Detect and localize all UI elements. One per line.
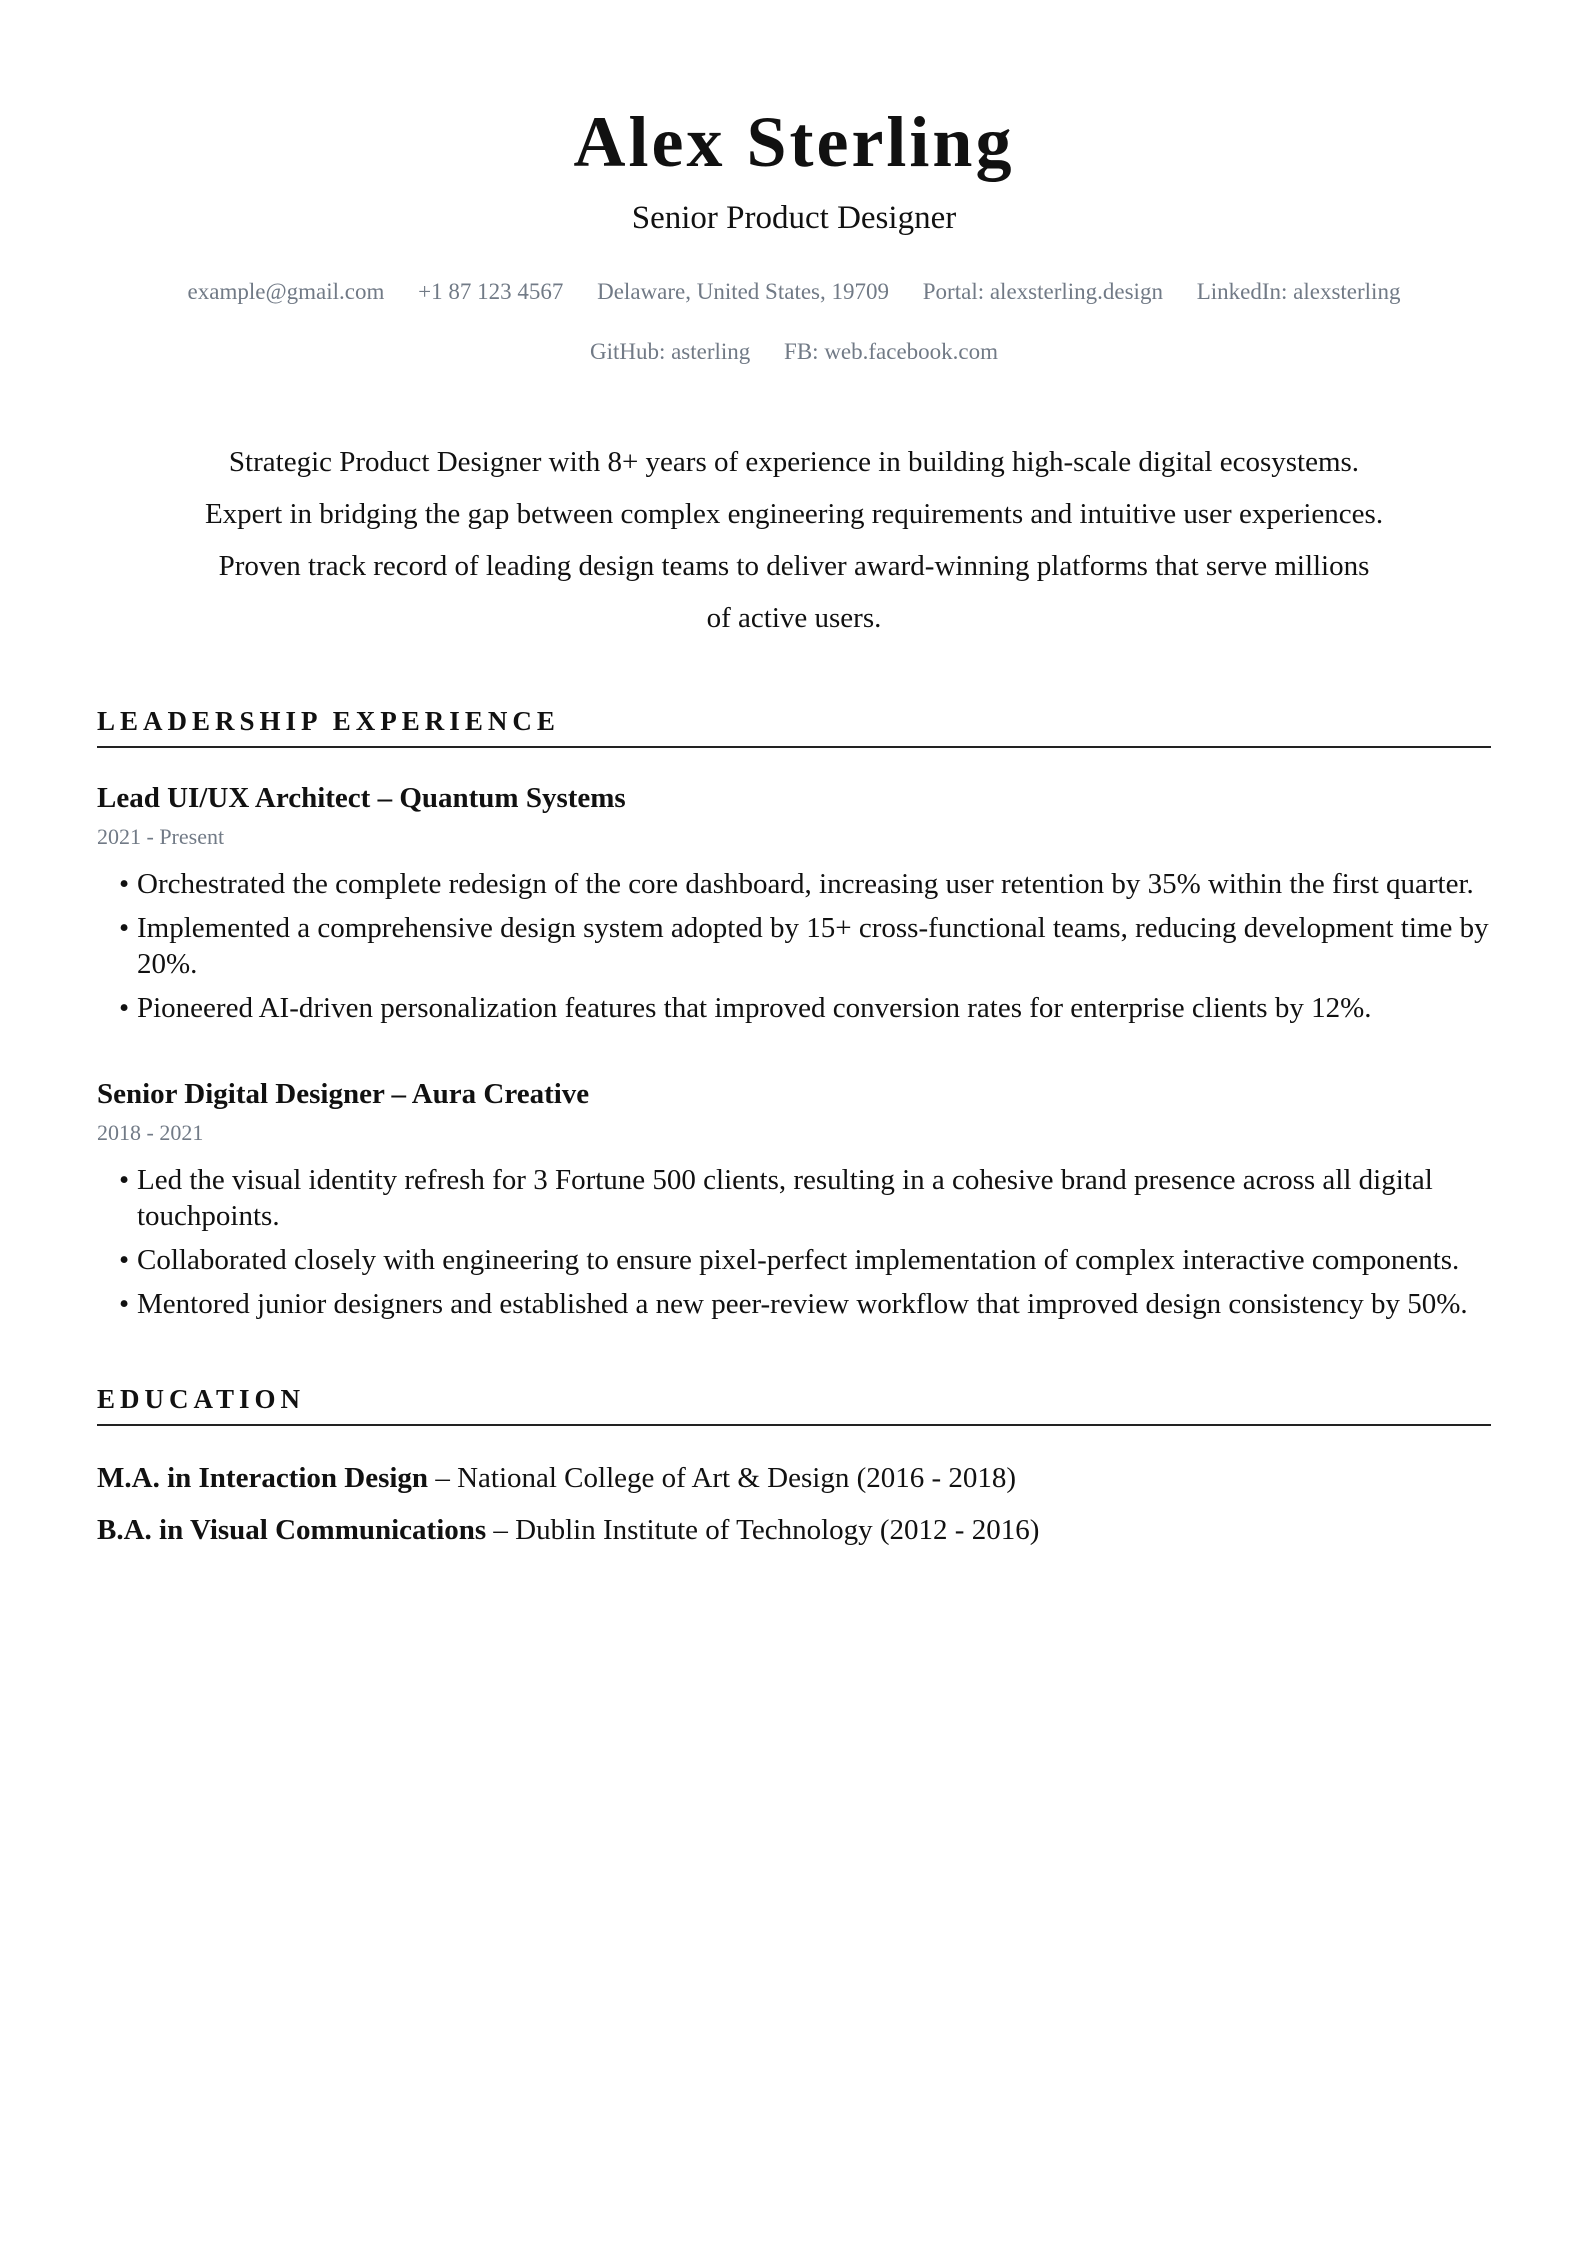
contact-github[interactable]: GitHub: asterling <box>589 339 751 364</box>
experience-section <box>97 704 1491 1322</box>
job-title: Senior Digital Designer – Aura Creative <box>97 1078 590 1110</box>
contact-facebook[interactable]: FB: web.facebook.com <box>784 339 999 364</box>
resume-header <box>97 100 1491 382</box>
job-dates: 2018 - 2021 <box>97 1120 204 1145</box>
job-entry <box>97 780 1491 1026</box>
job-dates: 2021 - Present <box>97 824 225 849</box>
education-item <box>97 1460 1491 1496</box>
contact-phone[interactable]: +1 87 123 4567 <box>418 279 564 304</box>
job-bullet: • Led the visual identity refresh for 3 Fortune 500 clients, resulting in a cohesive brand presence across all digital touchpoints. <box>119 1162 1491 1234</box>
section-title-education: EDUCATION <box>97 1382 1491 1426</box>
candidate-role: Senior Product Designer <box>631 200 957 236</box>
contact-email[interactable]: example@gmail.com <box>187 279 385 304</box>
education-degree: B.A. in Visual Communications <box>97 1514 487 1546</box>
job-bullet: • Pioneered AI-driven personalization features that improved conversion rates for enterprise clients by 12%. <box>119 990 1491 1026</box>
contact-address: Delaware, United States, 19709 <box>597 279 890 304</box>
education-detail: – National College of Art & Design (2016 - 2018) <box>428 1462 1017 1494</box>
job-bullet: • Collaborated closely with engineering to ensure pixel-perfect implementation of complex interactive components. <box>119 1242 1491 1278</box>
candidate-name: Alex Sterling <box>573 102 1015 182</box>
education-section <box>97 1382 1491 1548</box>
job-bullet: • Implemented a comprehensive design system adopted by 15+ cross-functional teams, reducing development time by 20%. <box>119 910 1491 982</box>
contact-linkedin[interactable]: LinkedIn: alexsterling <box>1196 279 1401 304</box>
job-bullets <box>97 1162 1491 1322</box>
contact-info <box>97 262 1491 382</box>
job-bullet: • Orchestrated the complete redesign of the core dashboard, increasing user retention by 35% within the first quarter. <box>119 866 1491 902</box>
education-item <box>97 1512 1491 1548</box>
education-detail: – Dublin Institute of Technology (2012 - 2016) <box>486 1514 1040 1546</box>
contact-portal[interactable]: Portal: alexsterling.design <box>922 279 1163 304</box>
job-bullet: • Mentored junior designers and established a new peer-review workflow that improved design consistency by 50%. <box>119 1286 1491 1322</box>
education-degree: M.A. in Interaction Design <box>97 1462 429 1494</box>
professional-summary: Strategic Product Designer with 8+ years of experience in building high-scale digital ecosystems. Expert in bridging the gap between complex engineering requirements and intuitive user experiences. Proven track record of leading design teams to deliver award-winning platforms that serve millions of active users. <box>204 446 1384 634</box>
job-entry <box>97 1076 1491 1322</box>
section-title-experience: LEADERSHIP EXPERIENCE <box>97 704 1491 748</box>
job-title: Lead UI/UX Architect – Quantum Systems <box>97 782 626 814</box>
education-list <box>97 1460 1491 1548</box>
job-bullets <box>97 866 1491 1026</box>
